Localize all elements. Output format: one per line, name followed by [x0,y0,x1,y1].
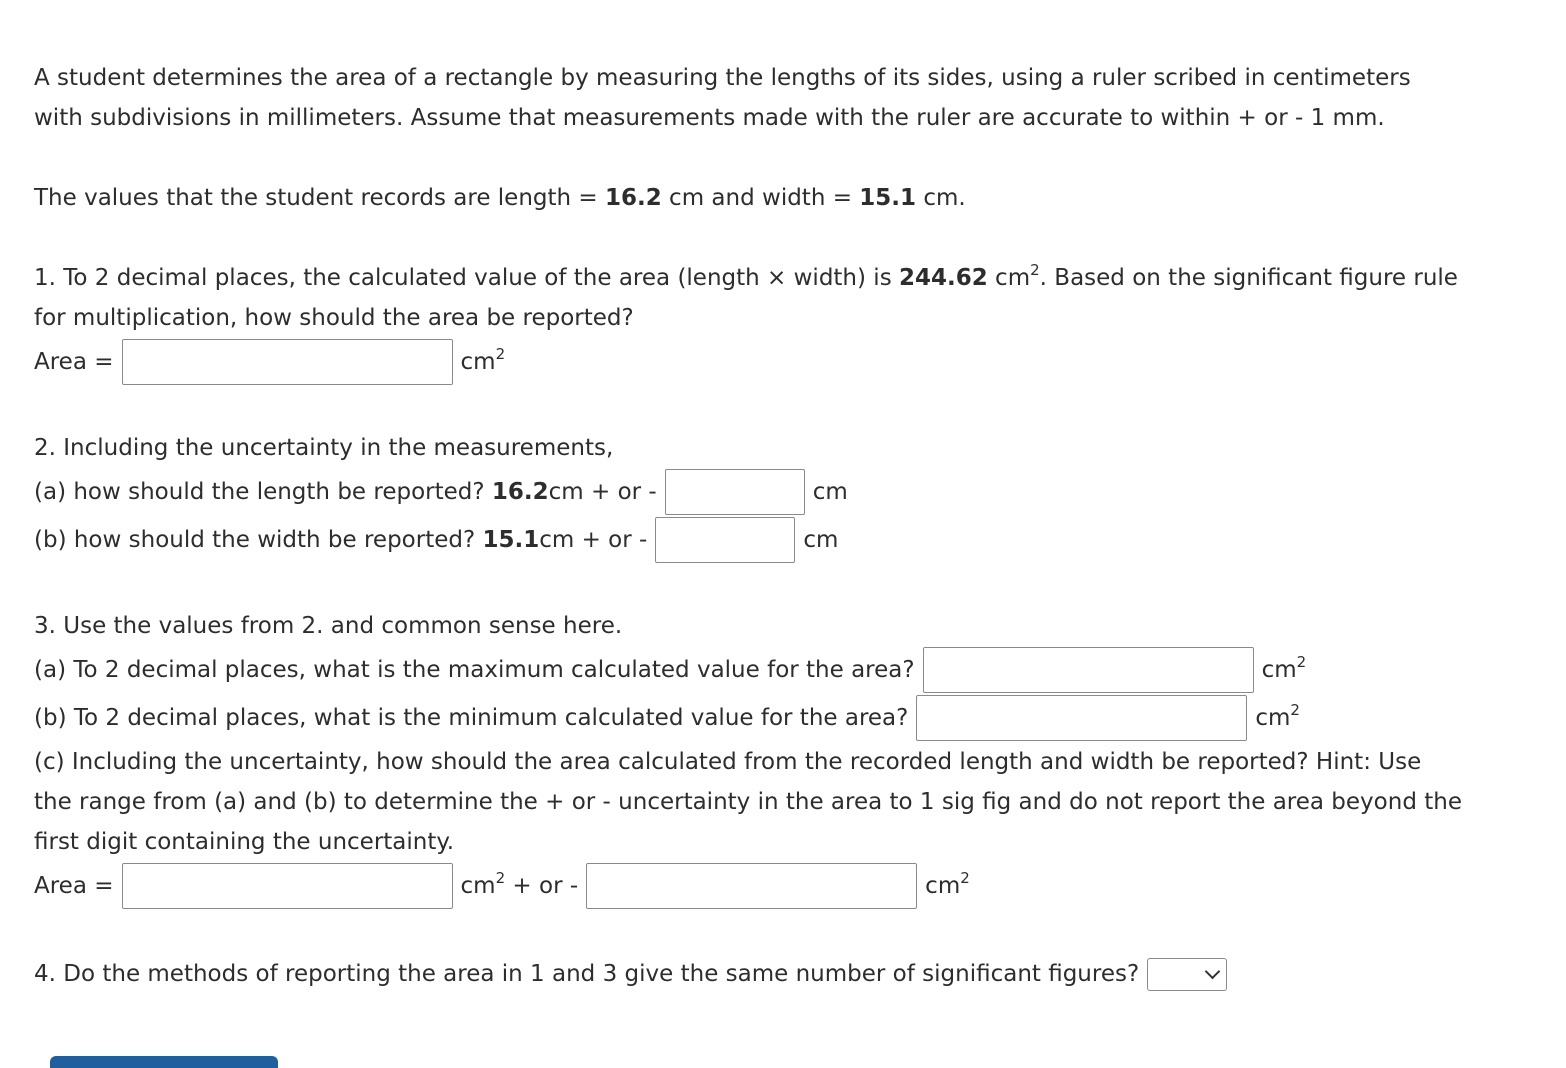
q1-area-value: 244.62 [898,265,988,291]
q1-area-input[interactable] [122,339,453,385]
q1-line-1 [34,258,1524,298]
q3a-text: (a) To 2 decimal places, what is the maximum calculated value for the area? [34,657,915,683]
q1-text-a: 1. To 2 decimal places, the calculated value of the area (length × width) is [34,265,899,291]
chevron-down-icon [1205,964,1221,980]
intro-line-2: with subdivisions in millimeters. Assume that measurements made with the ruler are accurate to within + or - 1 mm. [34,105,1385,131]
q3a-max-area-input[interactable] [923,647,1254,693]
submit-button[interactable] [50,1056,278,1068]
q3c-unit-1-text: cm [460,873,496,899]
q3b-text: (b) To 2 decimal places, what is the minimum calculated value for the area? [34,705,909,731]
q2b-prefix: (b) how should the width be reported? [34,527,476,553]
q1-answer-row [34,338,1524,386]
intro-paragraph [34,58,1524,138]
values-mid: cm and width = [661,185,860,211]
q3a-row [34,646,1524,694]
values-suffix: cm. [916,185,966,211]
values-prefix: The values that the student records are length = [34,185,605,211]
q3c-unit-2-text: cm [925,873,961,899]
q3a-unit-text: cm [1261,657,1297,683]
q2a-suffix: cm + or - [548,479,657,505]
q2b-suffix: cm + or - [539,527,648,553]
q2-intro: 2. Including the uncertainty in the measurements, [34,435,614,461]
length-value: 16.2 [605,185,662,211]
q3c-area-label: Area = [34,873,114,899]
q3c-unit-2-sup: 2 [960,869,970,887]
q2a-prefix: (a) how should the length be reported? [34,479,485,505]
q4-answer-select[interactable] [1147,958,1227,991]
q3b-min-area-input[interactable] [916,695,1247,741]
q3-intro: 3. Use the values from 2. and common sense here. [34,613,623,639]
q1-line-2: for multiplication, how should the area be reported? [34,305,634,331]
question-1 [34,258,1524,386]
q2b-uncertainty-input[interactable] [655,517,795,563]
q2a-row [34,468,1524,516]
q2b-value: 15.1 [482,527,540,553]
question-2 [34,428,1524,564]
q3c-line-3: first digit containing the uncertainty. [34,829,455,855]
q3c-unit-1-sup: 2 [495,869,506,887]
q4-row [34,950,1524,998]
q3c-uncertainty-input[interactable] [586,863,917,909]
q1-area-label: Area = [34,349,114,375]
question-3 [34,606,1524,910]
q3c-plus-minus: + or - [505,873,579,899]
q1-unit-sup: 2 [1030,261,1040,279]
q3c-line-2: the range from (a) and (b) to determine the + or - uncertainty in the area to 1 sig fig and do not report the area beyond the [34,789,1462,815]
intro-line-1: A student determines the area of a rectangle by measuring the lengths of its sides, using a ruler scribed in centimeters [34,65,1411,91]
q1-answer-unit-sup: 2 [495,345,506,363]
q3c-area-input[interactable] [122,863,453,909]
q2b-unit: cm [803,527,839,553]
q3b-unit [1255,701,1300,731]
recorded-values [34,178,1524,218]
q2a-uncertainty-input[interactable] [665,469,805,515]
question-content [34,58,1524,998]
question-4 [34,950,1524,998]
q3b-unit-sup: 2 [1290,701,1300,719]
q2a-value: 16.2 [491,479,549,505]
q1-text-b: . Based on the significant figure rule [1039,265,1458,291]
q1-unit: cm [987,265,1031,291]
q3c-unit-1 [460,869,579,899]
q2b-row [34,516,1524,564]
q1-answer-unit-text: cm [460,349,496,375]
q3b-unit-text: cm [1255,705,1291,731]
recorded-values-line [34,178,1524,218]
q3c-unit-2 [925,869,970,899]
q3c-answer-row [34,862,1524,910]
q2a-unit: cm [812,479,848,505]
q3b-row [34,694,1524,742]
q1-answer-unit [460,345,506,375]
q3a-unit [1261,653,1307,683]
q4-text: 4. Do the methods of reporting the area in 1 and 3 give the same number of significant figures? [34,961,1140,987]
q3c-line-1: (c) Including the uncertainty, how should the area calculated from the recorded length and width be reported? Hint: Use [34,749,1422,775]
q3a-unit-sup: 2 [1296,653,1307,671]
width-value: 15.1 [859,185,917,211]
